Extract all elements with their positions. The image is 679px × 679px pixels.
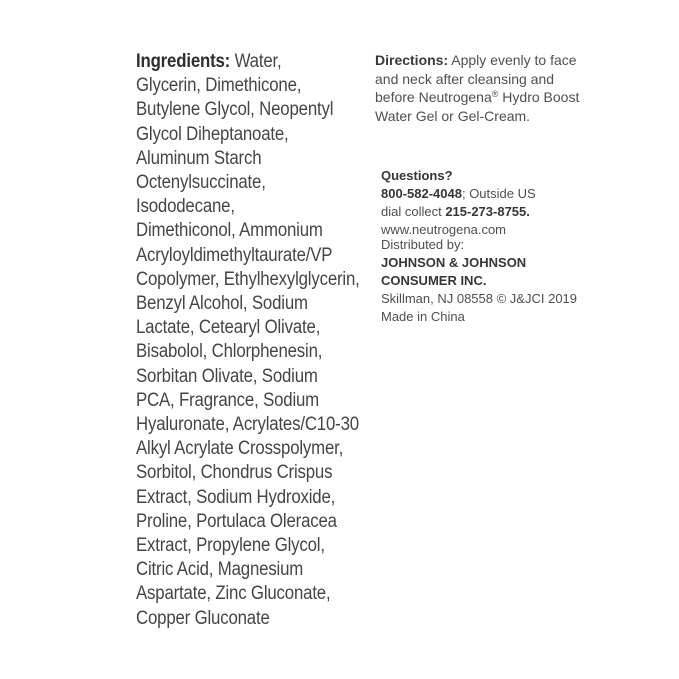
ingredients-line: Octenylsuccinate, bbox=[136, 172, 266, 194]
ingredients-text: Water, bbox=[230, 51, 282, 72]
distributor-company-name: CONSUMER INC. bbox=[381, 273, 487, 288]
directions-line: Water Gel or Gel-Cream. bbox=[375, 108, 531, 125]
ingredients-section bbox=[136, 50, 366, 631]
country-of-origin: Made in China bbox=[381, 309, 465, 324]
registered-trademark-symbol: ® bbox=[491, 89, 499, 100]
ingredients-line: PCA, Fragrance, Sodium bbox=[136, 389, 320, 411]
ingredients-line: Sorbitol, Chondrus Crispus bbox=[136, 462, 333, 484]
us-phone-number: 800-582-4048 bbox=[381, 186, 462, 201]
ingredients-line: Proline, Portulaca Oleracea bbox=[136, 510, 337, 532]
ingredients-line: Dimethiconol, Ammonium bbox=[136, 220, 323, 242]
ingredients-line: Benzyl Alcohol, Sodium bbox=[136, 293, 308, 315]
ingredients-line: Lactate, Cetearyl Olivate, bbox=[136, 317, 321, 339]
ingredients-line: Extract, Sodium Hydroxide, bbox=[136, 486, 336, 508]
questions-intl-line bbox=[381, 203, 631, 221]
ingredients-line: Aspartate, Zinc Gluconate, bbox=[136, 583, 331, 605]
ingredients-line: Extract, Propylene Glycol, bbox=[136, 535, 325, 557]
website-url: www.neutrogena.com bbox=[381, 222, 507, 237]
directions-text: Hydro Boost bbox=[498, 89, 580, 106]
questions-section bbox=[381, 167, 631, 239]
directions-text: Apply evenly to face bbox=[448, 52, 577, 68]
directions-line: and neck after cleansing and bbox=[375, 70, 555, 87]
distributor-section bbox=[381, 236, 641, 326]
questions-text: dial collect bbox=[381, 204, 446, 219]
ingredients-line: Alkyl Acrylate Crosspolymer, bbox=[136, 438, 344, 460]
directions-line bbox=[375, 51, 625, 70]
ingredients-line: Copolymer, Ethylhexylglycerin, bbox=[136, 268, 360, 290]
distributor-label: Distributed by: bbox=[381, 237, 465, 252]
distributor-address: Skillman, NJ 08558 © J&JCI 2019 bbox=[381, 291, 578, 306]
ingredients-line: Aluminum Starch bbox=[136, 147, 262, 169]
ingredients-line: Butylene Glycol, Neopentyl bbox=[136, 99, 334, 121]
intl-phone-number: 215-273-8755. bbox=[445, 204, 530, 219]
questions-phone-line bbox=[381, 185, 631, 203]
directions-section bbox=[375, 51, 625, 126]
directions-line bbox=[375, 88, 625, 107]
ingredients-line: Acryloyldimethyltaurate/VP bbox=[136, 244, 333, 266]
ingredients-line: Bisabolol, Chlorphenesin, bbox=[136, 341, 323, 363]
distributor-company-name: JOHNSON & JOHNSON bbox=[381, 255, 527, 270]
ingredients-line: Glycerin, Dimethicone, bbox=[136, 75, 302, 97]
ingredients-line: Citric Acid, Magnesium bbox=[136, 559, 304, 581]
ingredients-line: Sorbitan Olivate, Sodium bbox=[136, 365, 318, 387]
ingredients-line: Hyaluronate, Acrylates/C10-30 bbox=[136, 414, 359, 436]
questions-text: ; Outside US bbox=[461, 186, 536, 201]
directions-text: before Neutrogena bbox=[375, 89, 492, 106]
ingredients-line: Copper Gluconate bbox=[136, 607, 270, 629]
directions-heading: Directions: bbox=[375, 52, 449, 68]
ingredients-line: Isododecane, bbox=[136, 196, 235, 218]
ingredients-line: Glycol Diheptanoate, bbox=[136, 123, 289, 145]
ingredients-heading: Ingredients: bbox=[136, 51, 231, 72]
questions-heading: Questions? bbox=[381, 168, 453, 183]
ingredients-line bbox=[136, 50, 366, 74]
